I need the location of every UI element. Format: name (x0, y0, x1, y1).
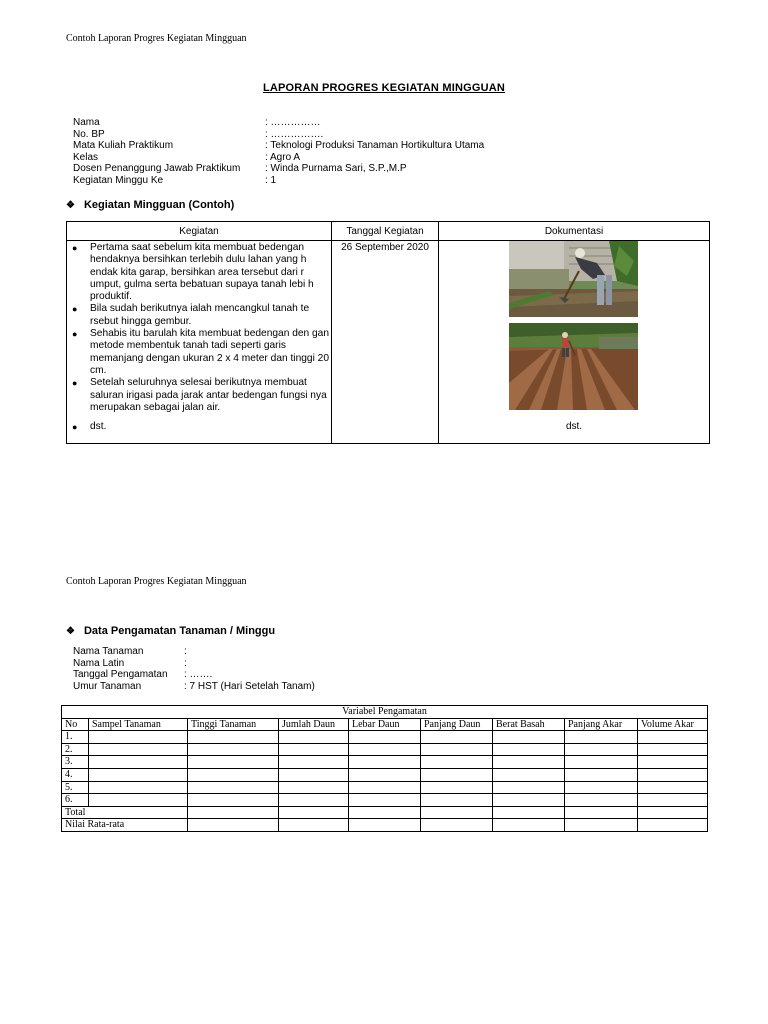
info-value: : ……………. (265, 128, 324, 140)
cell (349, 756, 421, 769)
activity-steps-cell (67, 241, 332, 444)
activity-steps-list (67, 242, 331, 433)
cell (493, 731, 565, 744)
row-number: 3. (62, 756, 89, 769)
info-value: : (184, 646, 187, 657)
cell (349, 794, 421, 807)
total-row (62, 806, 708, 819)
table-row (62, 743, 708, 756)
cell (565, 731, 638, 744)
table-row (62, 794, 708, 807)
info-row-obs-date (73, 669, 315, 681)
info-label: Tanggal Pengamatan (73, 669, 168, 680)
table-row (62, 781, 708, 794)
cell (188, 794, 279, 807)
row-number: 1. (62, 731, 89, 744)
info-row-course (73, 140, 484, 152)
info-value: : Agro A (265, 151, 301, 163)
cell (565, 743, 638, 756)
row-number: 2. (62, 743, 89, 756)
cell (421, 794, 493, 807)
cell (188, 743, 279, 756)
col-no: No (62, 718, 89, 731)
cell (188, 806, 279, 819)
cell (421, 819, 493, 832)
cell (279, 806, 349, 819)
section-title-observation (66, 625, 275, 637)
info-label: Mata Kuliah Praktikum (73, 140, 174, 151)
info-value: : Winda Purnama Sari, S.P.,M.P (265, 163, 407, 174)
cell (638, 781, 708, 794)
info-value: : ……. (184, 669, 213, 680)
cell (279, 794, 349, 807)
cell (421, 781, 493, 794)
total-label: Total (62, 806, 188, 819)
cell (349, 781, 421, 794)
table-row (62, 731, 708, 744)
cell (565, 756, 638, 769)
cell (493, 756, 565, 769)
info-value: : Teknologi Produksi Tanaman Hortikultura Utama (265, 140, 485, 151)
info-value: : …………… (265, 117, 321, 128)
cell (279, 781, 349, 794)
cell (188, 731, 279, 744)
info-row-plant-age (73, 681, 315, 693)
info-label: Dosen Penanggung Jawab Praktikum (73, 163, 241, 174)
cell (565, 781, 638, 794)
page2-header: Contoh Laporan Progres Kegiatan Mingguan (66, 576, 247, 587)
step-item: ● dst. (67, 421, 331, 433)
variable-group-header: Variabel Pengamatan (62, 706, 708, 719)
section-title-weekly (66, 199, 234, 211)
cell (349, 731, 421, 744)
col-dokumentasi: Dokumentasi (439, 222, 710, 241)
step-item: ● Bila sudah berikutnya ialah mencangkul tanah te rsebut hingga gembur. (67, 303, 331, 328)
cell (638, 768, 708, 781)
page-header: Contoh Laporan Progres Kegiatan Mingguan (66, 33, 247, 44)
cell (188, 768, 279, 781)
diamond-bullet-icon: ❖ (66, 199, 75, 211)
cell (349, 768, 421, 781)
cell (565, 819, 638, 832)
cell (493, 768, 565, 781)
cell (638, 756, 708, 769)
cell (638, 806, 708, 819)
cell (349, 806, 421, 819)
cell (421, 806, 493, 819)
plant-info-block (73, 646, 315, 692)
average-row (62, 819, 708, 832)
photo-hoeing (509, 241, 638, 317)
step-item: ● Sehabis itu barulah kita membuat bedengan den gan metode membentuk tanah tadi seperti garis memanjang dengan ukuran 2 x 4 meter dan tinggi 20 cm. (67, 328, 331, 377)
cell (493, 806, 565, 819)
cell (279, 756, 349, 769)
cell (279, 768, 349, 781)
cell (188, 781, 279, 794)
row-number: 5. (62, 781, 89, 794)
info-value: : (184, 657, 187, 669)
col-panjang-akar: Panjang Akar (565, 718, 638, 731)
report-title: LAPORAN PROGRES KEGIATAN MINGGUAN (262, 82, 506, 94)
activity-table-header (67, 222, 710, 241)
observation-column-headers (62, 718, 708, 731)
cell (493, 794, 565, 807)
info-row-class (73, 152, 484, 164)
row-number: 6. (62, 794, 89, 807)
cell (421, 768, 493, 781)
info-row-bp (73, 129, 484, 141)
diamond-bullet-icon: ❖ (66, 625, 75, 637)
col-berat-basah: Berat Basah (493, 718, 565, 731)
info-row-nama (73, 117, 484, 129)
info-label: Nama Tanaman (73, 646, 144, 657)
cell (89, 781, 188, 794)
cell (188, 756, 279, 769)
cell (279, 731, 349, 744)
cell (89, 768, 188, 781)
col-volume-akar: Volume Akar (638, 718, 708, 731)
cell (638, 794, 708, 807)
info-label: No. BP (73, 128, 105, 140)
table-row (62, 756, 708, 769)
col-panjang-daun: Panjang Daun (421, 718, 493, 731)
cell (89, 794, 188, 807)
info-row-lecturer (73, 163, 484, 175)
info-label: Kelas (73, 151, 99, 163)
col-tinggi: Tinggi Tanaman (188, 718, 279, 731)
cell (421, 743, 493, 756)
observation-group-header-row (62, 706, 708, 719)
info-value: : 1 (265, 174, 277, 186)
cell (279, 743, 349, 756)
col-kegiatan: Kegiatan (67, 222, 332, 241)
cell (638, 743, 708, 756)
info-label: Kegiatan Minggu Ke (73, 174, 164, 186)
col-tanggal: Tanggal Kegiatan (332, 222, 439, 241)
info-row-plant-name (73, 646, 315, 658)
step-item: ● Pertama saat sebelum kita membuat bedengan hendaknya bersihkan terlebih dulu lahan yang h endak kita garap, bersihkan area tersebut dari r umput, gulma serta bebatuan supaya tanah lebi h produktif. (67, 242, 331, 303)
info-label: Nama Latin (73, 657, 125, 669)
photo-furrows (509, 323, 638, 410)
cell (638, 731, 708, 744)
cell (638, 819, 708, 832)
cell (421, 756, 493, 769)
info-row-week (73, 175, 484, 187)
cell (493, 819, 565, 832)
cell (565, 794, 638, 807)
cell (493, 743, 565, 756)
step-item: ● Setelah seluruhnya selesai berikutnya membuat saluran irigasi pada jarak antar bedengan fungsi nya merupakan sebagai jalan air. (67, 377, 331, 414)
col-lebar-daun: Lebar Daun (349, 718, 421, 731)
info-row-latin-name (73, 658, 315, 670)
section-title-text: Kegiatan Mingguan (Contoh) (83, 199, 235, 211)
info-label: Nama (73, 117, 100, 128)
cell (279, 819, 349, 832)
cell (89, 743, 188, 756)
info-label: Umur Tanaman (73, 680, 142, 692)
average-label: Nilai Rata-rata (62, 819, 188, 832)
cell (349, 819, 421, 832)
activity-date-cell: 26 September 2020 (332, 241, 439, 444)
col-jumlah-daun: Jumlah Daun (279, 718, 349, 731)
cell (89, 731, 188, 744)
cell (89, 756, 188, 769)
cell (188, 819, 279, 832)
cell (493, 781, 565, 794)
col-sampel: Sampel Tanaman (89, 718, 188, 731)
doc-note: dst. (565, 421, 583, 432)
cell (421, 731, 493, 744)
row-number: 4. (62, 768, 89, 781)
section-title-text: Data Pengamatan Tanaman / Minggu (83, 625, 276, 637)
report-info-block (73, 117, 484, 186)
observation-table (61, 705, 708, 832)
info-value: : 7 HST (Hari Setelah Tanam) (184, 680, 315, 692)
cell (565, 768, 638, 781)
table-row (62, 768, 708, 781)
cell (349, 743, 421, 756)
cell (565, 806, 638, 819)
